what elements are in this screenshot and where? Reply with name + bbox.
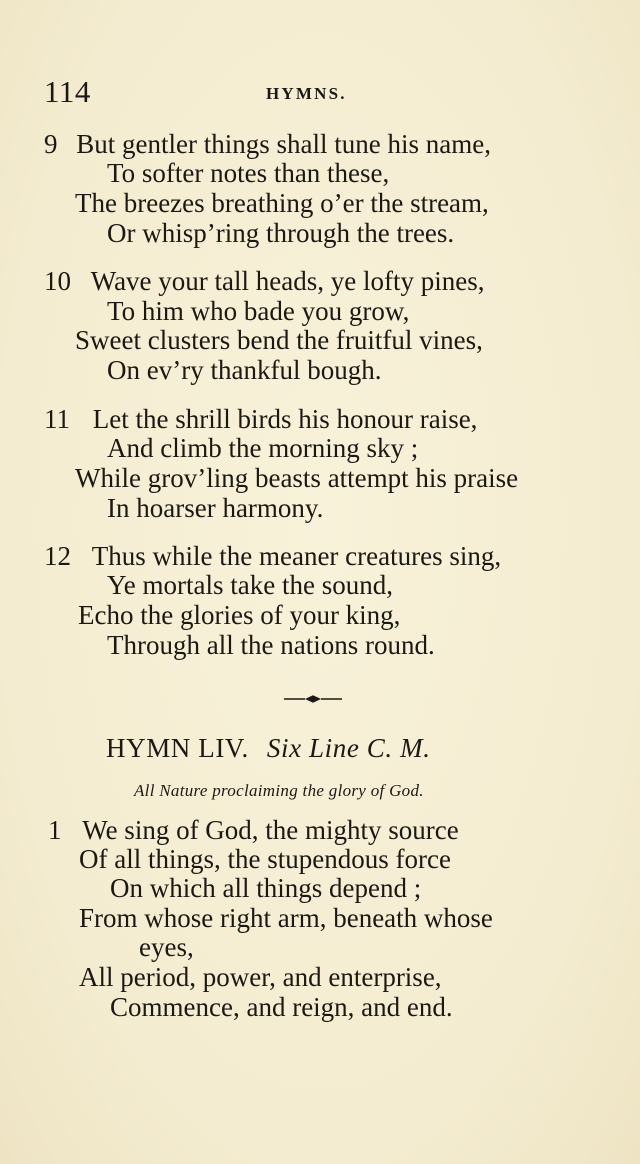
hymn-subtitle: All Nature proclaiming the glory of God. bbox=[134, 781, 424, 800]
verse-number: 1 bbox=[48, 815, 62, 845]
verse-line: On which all things depend ; bbox=[110, 873, 422, 903]
verse-text: Wave your tall heads, ye lofty pines, bbox=[90, 266, 485, 296]
verse-number: 12 bbox=[44, 541, 71, 571]
verse-number: 11 bbox=[44, 404, 70, 434]
verse-line: And climb the morning sky ; bbox=[107, 433, 419, 463]
verse-line: From whose right arm, beneath whose bbox=[79, 903, 493, 933]
page-header bbox=[44, 74, 574, 114]
verse-text: Let the shrill birds his honour raise, bbox=[92, 404, 478, 434]
verse-line bbox=[44, 266, 484, 296]
verse-line: Through all the nations round. bbox=[107, 630, 435, 660]
verse-line: On ev’ry thankful bough. bbox=[107, 355, 382, 385]
verse-line: Commence, and reign, and end. bbox=[110, 992, 453, 1022]
verse-text: Thus while the meaner creatures sing, bbox=[91, 541, 502, 571]
verse-number: 10 bbox=[44, 266, 71, 296]
ornament-divider bbox=[283, 692, 343, 706]
verse-line: The breezes breathing o’er the stream, bbox=[75, 188, 489, 218]
verse-line: While grov’ling beasts attempt his praise bbox=[75, 463, 519, 493]
verse-text: But gentler things shall tune his name, bbox=[76, 129, 491, 159]
verse-line bbox=[48, 815, 459, 845]
verse-line: To him who bade you grow, bbox=[107, 296, 410, 326]
verse-line bbox=[44, 404, 477, 434]
page-number: 114 bbox=[44, 74, 91, 109]
verse-line: Of all things, the stupendous force bbox=[79, 844, 451, 874]
verse-line: Or whisp’ring through the trees. bbox=[107, 218, 455, 248]
hymn-heading bbox=[106, 733, 431, 764]
verse-text: We sing of God, the mighty source bbox=[82, 815, 459, 845]
running-head: HYMNS. bbox=[266, 84, 347, 103]
hymn-title: HYMN LIV. bbox=[106, 733, 249, 763]
verse-line: Sweet clusters bend the fruitful vines, bbox=[75, 325, 483, 355]
hymn-meter: Six Line C. M. bbox=[266, 733, 431, 763]
verse-number: 9 bbox=[44, 129, 58, 159]
verse-line: Ye mortals take the sound, bbox=[107, 570, 393, 600]
verse-line: All period, power, and enterprise, bbox=[79, 962, 442, 992]
verse-line: In hoarser harmony. bbox=[107, 493, 324, 523]
verse-line: eyes, bbox=[139, 932, 194, 962]
verse-line bbox=[44, 541, 501, 571]
verse-line: To softer notes than these, bbox=[107, 158, 390, 188]
verse-line: Echo the glories of your king, bbox=[78, 600, 401, 630]
verse-line bbox=[44, 129, 491, 159]
